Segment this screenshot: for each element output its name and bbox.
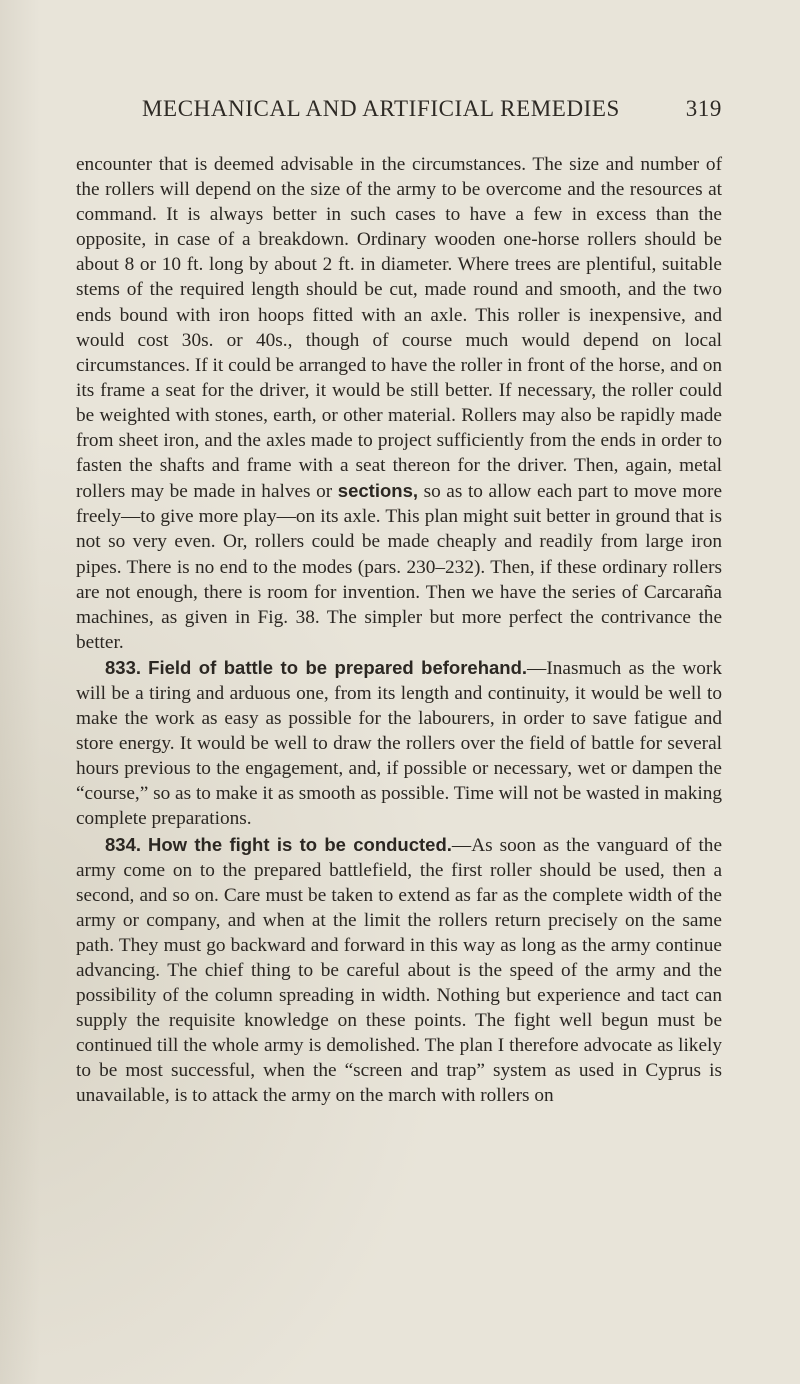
running-title: MECHANICAL AND ARTIFICIAL REMEDIES [142,96,620,121]
running-header [142,96,722,122]
paragraph-text: so as to allow each part to move more freely—to give more play—on its axle. This plan might suit better in ground that is not so very even. Or, rollers could be made cheaply and readily from large iron pipes. There is no end to the modes (pars. 230–232). Then, if these ordinary rollers are not enough, there is room for invention. Then we have the series of Carcaraña machines, as given in Fig. 38. The simpler but more perfect the contrivance the better. [76,481,723,653]
paragraph-continuation [76,152,722,655]
paragraph-833 [76,655,722,832]
page-number: 319 [685,96,722,121]
paragraph-text: encounter that is deemed advisable in the circumstances. The size and number of the rollers will depend on the size of the army to be overcome and the resources at command. It is always better in such cases to have a few in excess than the opposite, in case of a breakdown. Ordinary wooden one-horse rollers should be about 8 or 10 ft. long by about 2 ft. in diameter. Where trees are plentiful, suitable stems of the required length should be cut, made round and smooth, and the two ends bound with iron hoops fitted with an axle. This roller is inexpensive, and would cost 30s. or 40s., though of course much would depend on local circumstances. If it could be arranged to have the roller in front of the horse, and on its frame a seat for the driver, it would be still better. If necessary, the roller could be weighted with stones, earth, or other material. Rollers may also be rapidly made from sheet iron, and the axles made to project sufficiently from the ends in order to fasten the shafts and frame with a seat thereon for the driver. Then, again, metal rollers may be made in halves or [76,154,722,503]
paragraph-text: —Inasmuch as the work will be a tiring and arduous one, from its length and continuity, it would be well to make the work as easy as possible for the labourers, in order to save fatigue and store energy. It would be well to draw the rollers over the field of battle for several hours previous to the engagement, and, if possible or necessary, wet or dampen the “course,” so as to make it as smooth as possible. Time will not be wasted in making complete preparations. [76,657,722,830]
section-heading: How the fight is to be conducted. [148,833,452,855]
body-text [76,152,722,1109]
paragraph-834 [76,832,722,1109]
section-heading: Field of battle to be prepared beforehand. [148,656,528,678]
paragraph-text: —As soon as the vanguard of the army come on to the prepared battlefield, the first roller should be used, then a second, and so on. Care must be taken to extend as far as the complete width of the army or company, and when at the limit the rollers return precisely on the same path. They must go backward and forward in this way as long as the army continue advancing. The chief thing to be careful about is the speed of the army and the possibility of the column spreading in width. Nothing but experience and tact can supply the requisite knowledge on these points. The fight well begun must be continued till the whole army is demolished. The plan I therefore advocate as likely to be most successful, when the “screen and trap” system as used in Cyprus is unavailable, is to attack the army on the march with rollers on [76,834,722,1107]
section-number: 833. [105,656,142,678]
section-number: 834. [105,833,142,855]
bold-term: sections, [337,480,418,502]
